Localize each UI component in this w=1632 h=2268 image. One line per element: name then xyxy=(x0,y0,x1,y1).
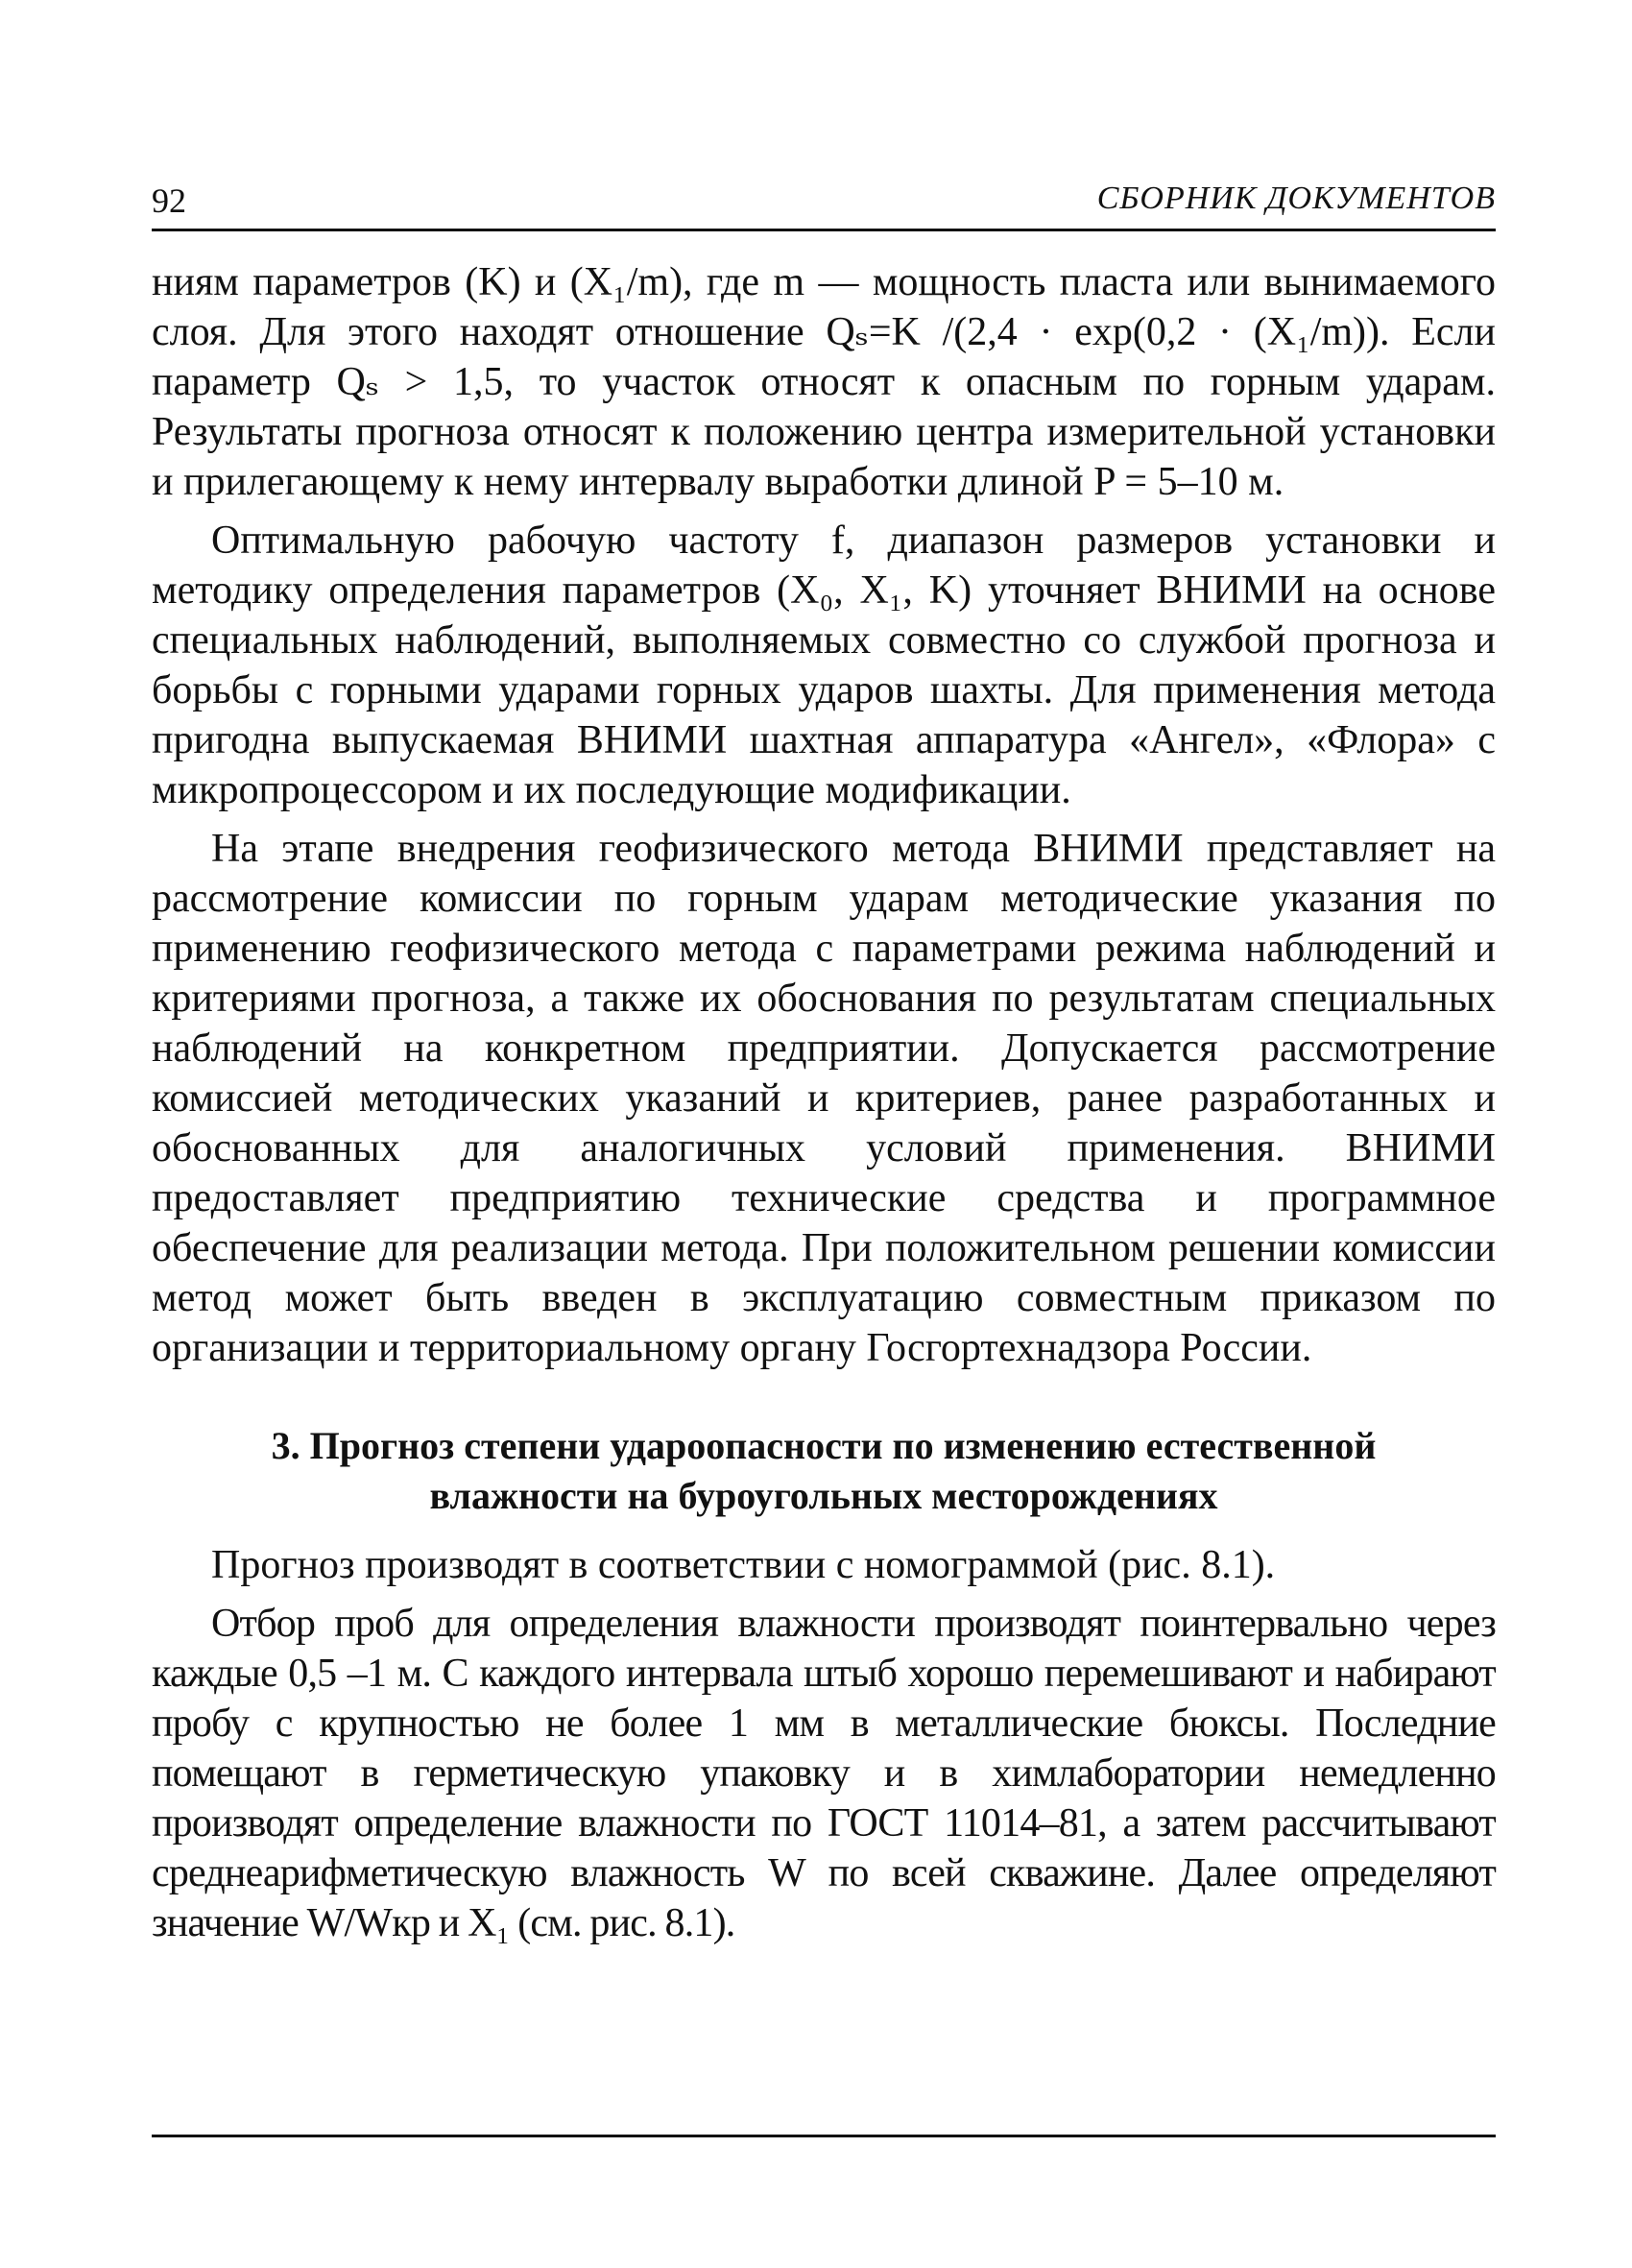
paragraph-sampling: Отбор проб для определения влажности производят поинтервально через каждые 0,5 –1 м. С каждого интервала штыб хорошо перемешивают и набирают пробу с крупностью не более 1 мм в металлические бюксы. Последние помещают в герметическую упаковку и в химлаборатории немедленно производят определение влажности по ГОСТ 11014–81, а затем рассчитывают среднеарифметическую влажность W по всей скважине. Далее определяют значение W/Wкр и X₁ (см. рис. 8.1). xyxy=(152,1602,1496,1945)
page-header xyxy=(152,171,1496,231)
page-number: 92 xyxy=(152,181,186,220)
paragraph-implementation: На этапе внедрения геофизического метода ВНИМИ представляет на рассмотрение комиссии по горным ударам методические указания по применению геофизического метода с параметрами режима наблюдений и критериями прогноза, а также их обоснования по результатам специальных наблюдений на конкретном предприятии. Допускается рассмотрение комиссией методических указаний и критериев, ранее разработанных и обоснованных для аналогичных условий применения. ВНИМИ предоставляет предприятию технические средства и программное обеспечение для реализации метода. При положительном решении комиссии метод может быть введен в эксплуатацию совместным приказом по организации и территориальному органу Госгортехнадзора России. xyxy=(152,827,1496,1370)
body-text xyxy=(152,257,1496,1957)
paragraph-frequency: Оптимальную рабочую частоту f, диапазон размеров установки и методику определения параметров (X₀, X₁, K) уточняет ВНИМИ на основе специальных наблюдений, выполняемых совместно со службой прогноза и борьбы с горными ударами горных ударов шахты. Для применения метода пригодна выпускаемая ВНИМИ шахтная аппаратура «Ангел», «Флора» с микропроцессором и их последующие модификации. xyxy=(152,519,1496,812)
paragraph-nomogram: Прогноз производят в соответствии с номограммой (рис. 8.1). xyxy=(211,1543,1276,1587)
running-title: СБОРНИК ДОКУМЕНТОВ xyxy=(1096,181,1496,216)
bottom-rule xyxy=(152,2135,1496,2137)
section-heading: 3. Прогноз степени удароопасности по изменению естественной влажности на буроугольных месторождениях xyxy=(271,1424,1377,1517)
paragraph-continuation: ниям параметров (K) и (X₁/m), где m — мощность пласта или вынимаемого слоя. Для этого находят отношение Qₛ=K /(2,4 · exp(0,2 · (X₁/m)). Если параметр Qₛ > 1,5, то участок относят к опасным по горным ударам. Результаты прогноза относят к положению центра измерительной установки и прилегающему к нему интервалу выработки длиной P = 5–10 м. xyxy=(152,260,1496,504)
